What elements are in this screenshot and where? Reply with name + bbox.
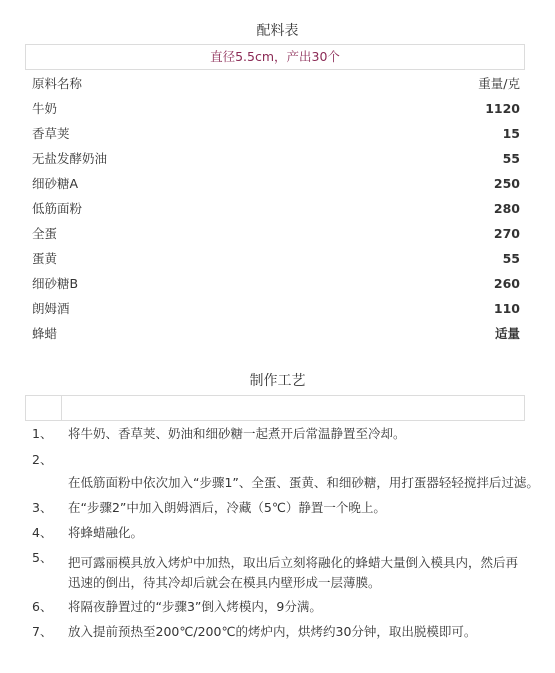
step-number: 2、 [32, 452, 53, 467]
ingredient-row [32, 300, 520, 318]
ingredient-name: 蜂蜡 [32, 326, 58, 341]
step-text: 把可露丽模具放入烤炉中加热，取出后立刻将融化的蜂蜡大量倒入模具内，然后再迅速的倒出，待其冷却后就会在模具内壁形成一层薄膜。 [68, 555, 519, 590]
step-text: 将牛奶、香草荚、奶油和细砂糖一起煮开后常温静置至冷却。 [68, 426, 406, 441]
header-name: 原料名称 [32, 76, 83, 91]
step-text: 将蜂蜡融化。 [68, 525, 144, 540]
ingredient-row [32, 200, 520, 218]
process-title: 制作工艺 [249, 373, 306, 389]
ingredient-row [32, 250, 520, 268]
ingredient-row [32, 175, 520, 193]
step-number: 6、 [32, 599, 53, 614]
step-number: 3、 [32, 500, 53, 515]
ingredient-row [32, 325, 520, 343]
ingredient-weight: 280 [493, 201, 520, 216]
ingredient-weight: 适量 [494, 326, 520, 341]
step-text: 在低筋面粉中依次加入“步骤1”、全蛋、蛋黄、和细砂糖，用打蛋器轻轻搅拌后过滤。 [68, 475, 539, 490]
ingredient-weight: 250 [493, 176, 520, 191]
recipe-subtitle: 直径5.5cm，产出30个 [25, 44, 525, 70]
ingredient-weight: 110 [493, 301, 520, 316]
ingredient-name: 低筋面粉 [32, 201, 83, 216]
ingredient-row [32, 275, 520, 293]
ingredient-weight: 270 [493, 226, 520, 241]
ingredient-row [32, 150, 520, 168]
ingredient-name: 无盐发酵奶油 [32, 151, 108, 166]
step-number: 4、 [32, 525, 53, 540]
ingredient-weight: 55 [502, 251, 520, 266]
step-number: 1、 [32, 426, 53, 441]
ingredient-weight: 1120 [485, 101, 520, 116]
ingredient-name: 全蛋 [32, 226, 58, 241]
ingredient-name: 细砂糖A [32, 176, 79, 191]
header-weight: 重量/克 [478, 76, 520, 91]
step-number: 7、 [32, 624, 53, 639]
ingredient-name: 细砂糖B [32, 276, 79, 291]
step-text: 放入提前预热至200℃/200℃的烤炉内，烘烤约30分钟，取出脱模即可。 [68, 624, 477, 639]
step-text: 在“步骤2”中加入朗姆酒后，冷藏（5℃）静置一个晚上。 [68, 500, 386, 515]
ingredient-row [32, 225, 520, 243]
ingredient-name: 蛋黄 [32, 251, 58, 266]
step-number: 5、 [32, 550, 53, 565]
ingredient-row [32, 100, 520, 118]
recipe-title: 配料表 [256, 23, 299, 39]
ingredients-header [32, 75, 520, 93]
ingredient-row [32, 125, 520, 143]
ingredient-weight: 260 [493, 276, 520, 291]
ingredient-name: 牛奶 [32, 101, 58, 116]
step-text: 将隔夜静置过的“步骤3”倒入烤模内，9分满。 [68, 599, 322, 614]
steps-table-header [25, 395, 525, 421]
ingredient-weight: 55 [502, 151, 520, 166]
ingredient-name: 香草荚 [32, 126, 70, 141]
ingredient-weight: 15 [502, 126, 520, 141]
ingredient-name: 朗姆酒 [32, 301, 70, 316]
steps-header-divider [61, 396, 62, 420]
